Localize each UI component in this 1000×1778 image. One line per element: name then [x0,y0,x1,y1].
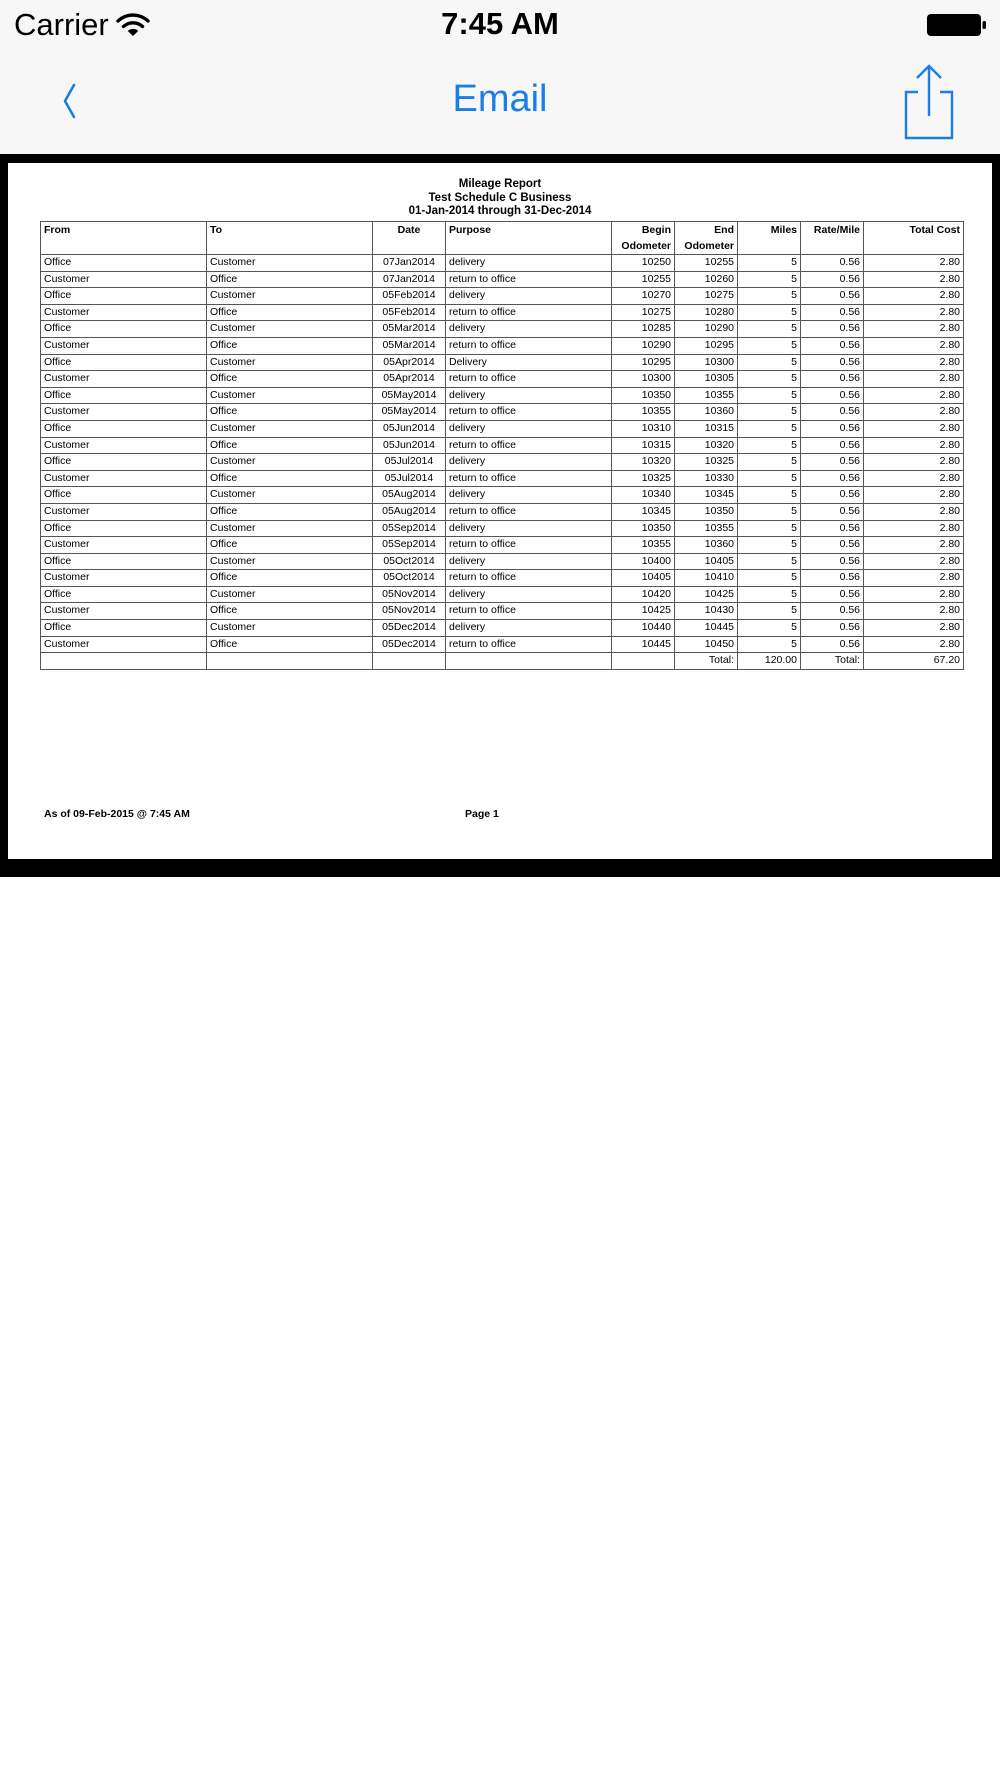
table-row [41,404,964,421]
cell-end-odometer: 10360 [675,537,738,554]
cell-purpose: delivery [446,420,612,437]
totals-miles-label: Total: [675,653,738,670]
cell-rate: 0.56 [801,636,864,653]
cell-to: Customer [207,620,373,637]
cell-miles: 5 [738,371,801,388]
cell-miles: 5 [738,586,801,603]
cell-miles: 5 [738,487,801,504]
cell-rate: 0.56 [801,354,864,371]
cell-purpose: return to office [446,603,612,620]
cell-total-cost: 2.80 [864,586,964,603]
cell-from: Customer [41,337,207,354]
cell-purpose: Delivery [446,354,612,371]
cell-purpose: return to office [446,570,612,587]
cell-purpose: delivery [446,520,612,537]
cell-rate: 0.56 [801,586,864,603]
cell-miles: 5 [738,553,801,570]
cell-end-odometer: 10405 [675,553,738,570]
cell-total-cost: 2.80 [864,271,964,288]
cell-from: Office [41,255,207,272]
cell-end-odometer: 10305 [675,371,738,388]
totals-empty-date [373,653,446,670]
cell-end-odometer: 10300 [675,354,738,371]
cell-to: Office [207,437,373,454]
cell-from: Customer [41,503,207,520]
cell-from: Customer [41,470,207,487]
report-as-of: As of 09-Feb-2015 @ 7:45 AM [44,808,190,820]
table-row [41,288,964,305]
cell-purpose: return to office [446,404,612,421]
cell-end-odometer: 10325 [675,454,738,471]
cell-end-odometer: 10275 [675,288,738,305]
cell-total-cost: 2.80 [864,371,964,388]
cell-end-odometer: 10410 [675,570,738,587]
cell-rate: 0.56 [801,620,864,637]
cell-rate: 0.56 [801,487,864,504]
cell-rate: 0.56 [801,288,864,305]
cell-miles: 5 [738,620,801,637]
totals-empty-to [207,653,373,670]
cell-rate: 0.56 [801,603,864,620]
cell-begin-odometer: 10340 [612,487,675,504]
cell-from: Customer [41,304,207,321]
cell-end-odometer: 10430 [675,603,738,620]
cell-miles: 5 [738,304,801,321]
cell-begin-odometer: 10320 [612,454,675,471]
share-button[interactable] [896,62,964,142]
cell-purpose: return to office [446,371,612,388]
cell-begin-odometer: 10255 [612,271,675,288]
cell-from: Customer [41,570,207,587]
cell-purpose: delivery [446,288,612,305]
cell-date: 05Nov2014 [373,603,446,620]
cell-purpose: return to office [446,304,612,321]
cell-rate: 0.56 [801,537,864,554]
cell-to: Office [207,570,373,587]
header-end-line2: Odometer [684,240,734,252]
report-page [8,163,992,859]
cell-rate: 0.56 [801,437,864,454]
cell-from: Office [41,454,207,471]
cell-rate: 0.56 [801,454,864,471]
cell-date: 05Aug2014 [373,503,446,520]
cell-total-cost: 2.80 [864,420,964,437]
cell-from: Customer [41,271,207,288]
cell-to: Customer [207,487,373,504]
cell-date: 05Feb2014 [373,288,446,305]
cell-purpose: delivery [446,387,612,404]
cell-to: Office [207,636,373,653]
cell-begin-odometer: 10445 [612,636,675,653]
header-date: Date [373,222,446,255]
cell-miles: 5 [738,420,801,437]
cell-begin-odometer: 10425 [612,603,675,620]
cell-rate: 0.56 [801,570,864,587]
cell-to: Office [207,537,373,554]
table-row [41,321,964,338]
navigation-bar [0,50,1000,154]
cell-to: Office [207,271,373,288]
table-row [41,437,964,454]
status-bar [0,0,1000,50]
cell-miles: 5 [738,537,801,554]
cell-total-cost: 2.80 [864,503,964,520]
cell-begin-odometer: 10290 [612,337,675,354]
header-purpose: Purpose [446,222,612,255]
cell-date: 05Mar2014 [373,337,446,354]
cell-end-odometer: 10350 [675,503,738,520]
header-from: From [41,222,207,255]
cell-to: Customer [207,255,373,272]
table-row [41,271,964,288]
cell-miles: 5 [738,354,801,371]
cell-date: 05Jun2014 [373,437,446,454]
cell-to: Customer [207,520,373,537]
cell-total-cost: 2.80 [864,387,964,404]
cell-from: Customer [41,537,207,554]
cell-purpose: delivery [446,321,612,338]
cell-purpose: return to office [446,537,612,554]
cell-date: 05May2014 [373,387,446,404]
cell-begin-odometer: 10400 [612,553,675,570]
cell-rate: 0.56 [801,255,864,272]
cell-date: 05Aug2014 [373,487,446,504]
table-row [41,620,964,637]
cell-to: Office [207,304,373,321]
cell-rate: 0.56 [801,337,864,354]
cell-from: Office [41,620,207,637]
cell-from: Customer [41,603,207,620]
cell-rate: 0.56 [801,470,864,487]
cell-from: Customer [41,636,207,653]
cell-total-cost: 2.80 [864,454,964,471]
cell-purpose: delivery [446,255,612,272]
cell-purpose: delivery [446,586,612,603]
cell-purpose: return to office [446,503,612,520]
header-rate: Rate/Mile [801,222,864,255]
table-header-row [41,222,964,255]
cell-to: Customer [207,586,373,603]
report-date-range: 01-Jan-2014 through 31-Dec-2014 [408,205,592,217]
table-row [41,454,964,471]
header-end-odometer [675,222,738,255]
cell-rate: 0.56 [801,553,864,570]
cell-rate: 0.56 [801,420,864,437]
cell-end-odometer: 10280 [675,304,738,321]
totals-miles: 120.00 [738,653,801,670]
cell-from: Customer [41,404,207,421]
cell-rate: 0.56 [801,304,864,321]
totals-empty-purpose [446,653,612,670]
table-row [41,487,964,504]
cell-total-cost: 2.80 [864,636,964,653]
cell-end-odometer: 10445 [675,620,738,637]
header-miles: Miles [738,222,801,255]
cell-date: 05Jun2014 [373,420,446,437]
cell-rate: 0.56 [801,404,864,421]
cell-from: Office [41,288,207,305]
cell-total-cost: 2.80 [864,321,964,338]
table-row [41,371,964,388]
cell-miles: 5 [738,520,801,537]
cell-from: Office [41,553,207,570]
cell-miles: 5 [738,636,801,653]
table-row [41,520,964,537]
cell-date: 07Jan2014 [373,271,446,288]
cell-date: 05Feb2014 [373,304,446,321]
cell-to: Office [207,337,373,354]
cell-total-cost: 2.80 [864,470,964,487]
cell-begin-odometer: 10300 [612,371,675,388]
cell-to: Customer [207,387,373,404]
cell-begin-odometer: 10250 [612,255,675,272]
cell-end-odometer: 10330 [675,470,738,487]
cell-rate: 0.56 [801,387,864,404]
cell-to: Office [207,404,373,421]
cell-purpose: delivery [446,454,612,471]
header-to: To [207,222,373,255]
header-begin-odometer [612,222,675,255]
cell-to: Office [207,603,373,620]
cell-total-cost: 2.80 [864,304,964,321]
header-begin-line1: Begin [641,224,671,236]
cell-total-cost: 2.80 [864,520,964,537]
table-row [41,470,964,487]
cell-from: Office [41,520,207,537]
cell-begin-odometer: 10295 [612,354,675,371]
cell-end-odometer: 10320 [675,437,738,454]
report-title: Mileage Report [458,178,542,190]
cell-purpose: return to office [446,437,612,454]
cell-date: 05Oct2014 [373,570,446,587]
carrier-label: Carrier [14,7,109,42]
report-subtitle: Test Schedule C Business [428,191,572,204]
cell-rate: 0.56 [801,371,864,388]
header-total-cost: Total Cost [864,222,964,255]
cell-begin-odometer: 10325 [612,470,675,487]
cell-end-odometer: 10255 [675,255,738,272]
cell-miles: 5 [738,255,801,272]
table-row [41,354,964,371]
cell-from: Office [41,354,207,371]
cell-miles: 5 [738,437,801,454]
cell-rate: 0.56 [801,503,864,520]
cell-total-cost: 2.80 [864,337,964,354]
cell-from: Office [41,487,207,504]
cell-from: Office [41,586,207,603]
cell-from: Office [41,387,207,404]
cell-purpose: return to office [446,337,612,354]
cell-total-cost: 2.80 [864,570,964,587]
table-row [41,387,964,404]
cell-begin-odometer: 10350 [612,387,675,404]
cell-miles: 5 [738,570,801,587]
cell-total-cost: 2.80 [864,255,964,272]
table-row [41,537,964,554]
cell-begin-odometer: 10285 [612,321,675,338]
battery-icon [926,12,988,43]
cell-to: Customer [207,454,373,471]
cell-to: Office [207,470,373,487]
cell-end-odometer: 10295 [675,337,738,354]
cell-total-cost: 2.80 [864,437,964,454]
cell-begin-odometer: 10270 [612,288,675,305]
cell-begin-odometer: 10440 [612,620,675,637]
document-preview[interactable] [0,154,1000,877]
header-end-line1: End [714,224,734,236]
cell-miles: 5 [738,271,801,288]
totals-empty-from [41,653,207,670]
table-row [41,255,964,272]
cell-to: Customer [207,553,373,570]
table-row [41,586,964,603]
cell-rate: 0.56 [801,520,864,537]
cell-miles: 5 [738,387,801,404]
table-row [41,603,964,620]
nav-title: Email [452,78,548,120]
cell-rate: 0.56 [801,271,864,288]
cell-total-cost: 2.80 [864,620,964,637]
cell-begin-odometer: 10355 [612,404,675,421]
cell-to: Office [207,371,373,388]
totals-cost: 67.20 [864,653,964,670]
totals-empty-begin [612,653,675,670]
cell-date: 05Mar2014 [373,321,446,338]
cell-total-cost: 2.80 [864,288,964,305]
table-row [41,503,964,520]
share-icon [896,62,964,142]
cell-total-cost: 2.80 [864,553,964,570]
cell-purpose: return to office [446,636,612,653]
cell-begin-odometer: 10315 [612,437,675,454]
cell-to: Customer [207,288,373,305]
report-page-number: Page 1 [465,808,499,820]
cell-date: 05Jul2014 [373,454,446,471]
cell-miles: 5 [738,321,801,338]
cell-total-cost: 2.80 [864,537,964,554]
table-row [41,570,964,587]
cell-date: 05Dec2014 [373,636,446,653]
cell-date: 05May2014 [373,404,446,421]
cell-end-odometer: 10260 [675,271,738,288]
cell-begin-odometer: 10405 [612,570,675,587]
cell-end-odometer: 10425 [675,586,738,603]
cell-end-odometer: 10360 [675,404,738,421]
cell-from: Customer [41,371,207,388]
totals-row [41,653,964,670]
totals-cost-label: Total: [801,653,864,670]
cell-total-cost: 2.80 [864,487,964,504]
cell-purpose: delivery [446,553,612,570]
cell-end-odometer: 10355 [675,387,738,404]
cell-purpose: delivery [446,620,612,637]
cell-date: 05Jul2014 [373,470,446,487]
cell-end-odometer: 10355 [675,520,738,537]
cell-date: 05Nov2014 [373,586,446,603]
cell-rate: 0.56 [801,321,864,338]
cell-to: Customer [207,420,373,437]
table-row [41,553,964,570]
cell-from: Customer [41,437,207,454]
table-body [41,255,964,653]
cell-begin-odometer: 10310 [612,420,675,437]
cell-total-cost: 2.80 [864,404,964,421]
cell-begin-odometer: 10355 [612,537,675,554]
cell-miles: 5 [738,603,801,620]
cell-miles: 5 [738,337,801,354]
cell-end-odometer: 10290 [675,321,738,338]
table-row [41,636,964,653]
cell-miles: 5 [738,288,801,305]
cell-date: 05Sep2014 [373,537,446,554]
cell-miles: 5 [738,503,801,520]
cell-date: 05Apr2014 [373,354,446,371]
table-row [41,337,964,354]
table-row [41,304,964,321]
cell-purpose: return to office [446,470,612,487]
cell-from: Office [41,321,207,338]
cell-end-odometer: 10345 [675,487,738,504]
mileage-table [40,221,964,670]
status-time: 7:45 AM [441,6,559,41]
cell-total-cost: 2.80 [864,603,964,620]
cell-date: 05Sep2014 [373,520,446,537]
header-begin-line2: Odometer [621,240,671,252]
cell-end-odometer: 10315 [675,420,738,437]
cell-date: 05Apr2014 [373,371,446,388]
cell-begin-odometer: 10345 [612,503,675,520]
cell-end-odometer: 10450 [675,636,738,653]
cell-date: 05Dec2014 [373,620,446,637]
cell-to: Customer [207,321,373,338]
cell-purpose: return to office [446,271,612,288]
cell-purpose: delivery [446,487,612,504]
cell-total-cost: 2.80 [864,354,964,371]
cell-miles: 5 [738,454,801,471]
cell-date: 07Jan2014 [373,255,446,272]
cell-to: Office [207,503,373,520]
table-row [41,420,964,437]
cell-to: Customer [207,354,373,371]
cell-miles: 5 [738,470,801,487]
cell-begin-odometer: 10350 [612,520,675,537]
cell-miles: 5 [738,404,801,421]
cell-date: 05Oct2014 [373,553,446,570]
report-header [8,178,992,219]
cell-begin-odometer: 10420 [612,586,675,603]
cell-from: Office [41,420,207,437]
cell-begin-odometer: 10275 [612,304,675,321]
